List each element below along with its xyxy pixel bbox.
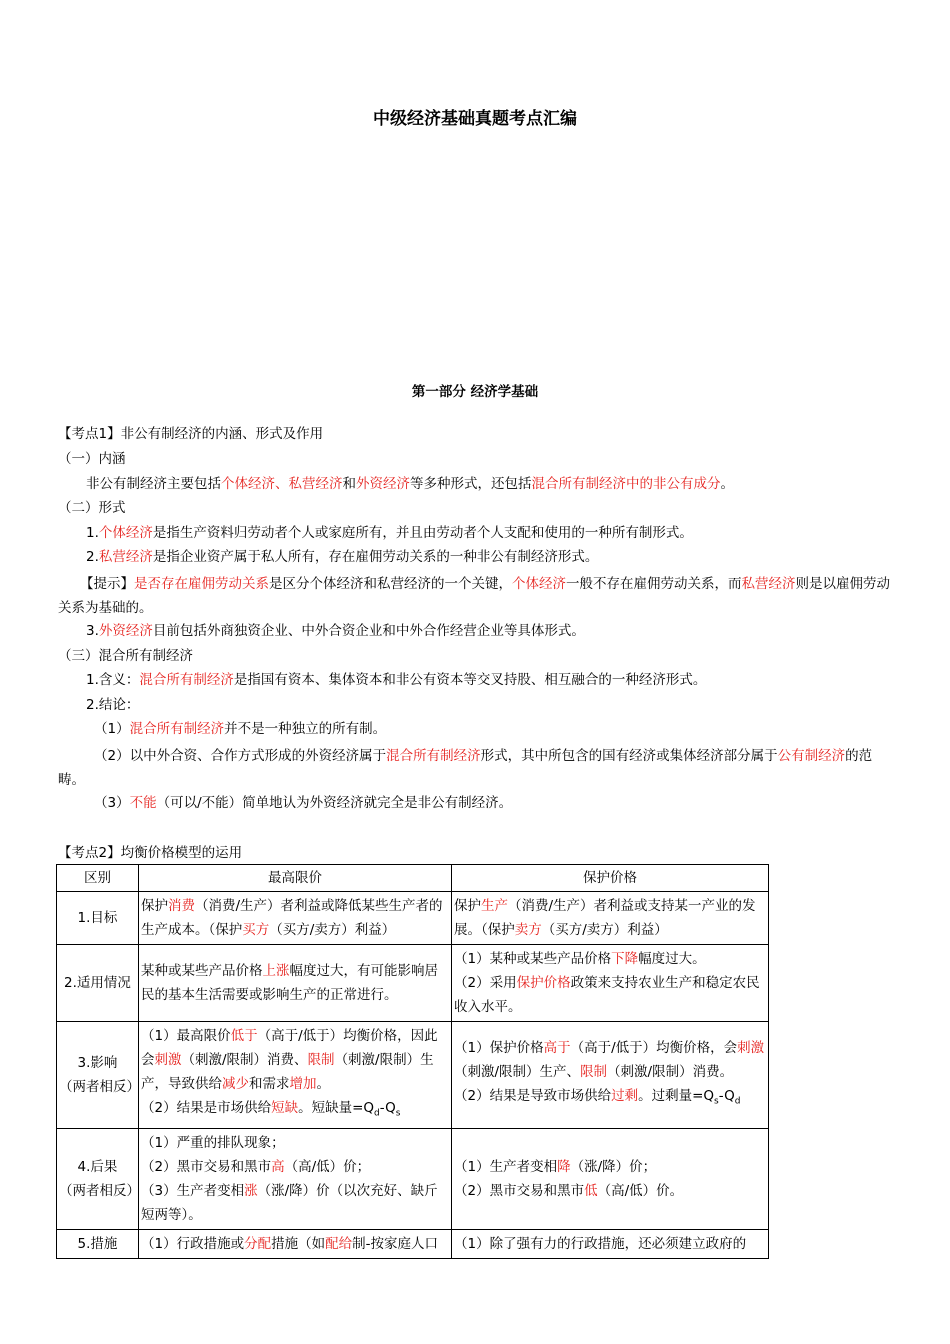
kp1-heading: 【考点1】非公有制经济的内涵、形式及作用 (58, 426, 324, 442)
max-price-cell: （1）严重的排队现象； （2）黑市交易和黑市高（高/低）价； （3）生产者变相涨（涨/降）价（以次充好、缺斤短两等）。 (139, 1128, 452, 1229)
kp2-heading: 【考点2】均衡价格模型的运用 (58, 845, 243, 861)
table-header-row (57, 865, 769, 892)
protect-price-cell: （1）保护价格高于（高于/低于）均衡价格，会刺激（刺激/限制）生产、限制（刺激/限制）消费。 （2）结果是导致市场供给过剩。过剩量$=Q_s-Q_d$ (452, 1022, 769, 1129)
table-row-goal (57, 892, 769, 945)
kp1-section-3: （三）混合所有制经济 (58, 648, 193, 664)
max-price-cell: （1）行政措施或分配措施（如配给制-按家庭人口 (139, 1229, 452, 1258)
header-cell: 区别 (57, 865, 139, 892)
table-row-apply (57, 945, 769, 1022)
kp1-conclusion-1: （1）混合所有制经济并不是一种独立的所有制。 (94, 721, 387, 737)
kp1-conclusion-2: （2）以中外合资、合作方式形成的外资经济属于混合所有制经济形式，其中所包含的国有经济或集体经济部分属于公有制经济的范畴。 (58, 748, 873, 788)
protect-price-cell: （1）某种或某些产品价格下降幅度过大。 （2）采用保护价格政策来支持农业生产和稳定农民收入水平。 (452, 945, 769, 1022)
table-row-result (57, 1128, 769, 1229)
document-title: 中级经济基础真题考点汇编 (373, 109, 577, 129)
header-cell: 最高限价 (139, 865, 452, 892)
max-price-cell: 某种或某些产品价格上涨幅度过大，有可能影响居民的基本生活需要或影响生产的正常进行。 (139, 945, 452, 1022)
kp1-form-2: 2.私营经济是指企业资产属于私人所有，存在雇佣劳动关系的一种非公有制经济形式。 (86, 549, 599, 565)
kp1-form-3: 3.外资经济目前包括外商独资企业、中外合资企业和中外合作经营企业等具体形式。 (86, 623, 585, 639)
table-row-measure (57, 1229, 769, 1258)
header-cell: 保护价格 (452, 865, 769, 892)
protect-price-cell: （1）除了强有力的行政措施，还必须建立政府的 (452, 1229, 769, 1258)
max-price-cell: 保护消费（消费/生产）者利益或降低某些生产者的生产成本。（保护买方（买方/卖方）利益） (139, 892, 452, 945)
row-label: 2.适用情况 (57, 945, 139, 1022)
kp1-section-1: （一）内涵 (58, 451, 126, 467)
part-title: 第一部分 经济学基础 (411, 384, 539, 400)
row-label: 5.措施 (57, 1229, 139, 1258)
row-label: 4.后果 （两者相反） (57, 1128, 139, 1229)
table-row-effect (57, 1022, 769, 1129)
protect-price-cell: （1）生产者变相降（涨/降）价； （2）黑市交易和黑市低（高/低）价。 (452, 1128, 769, 1229)
kp1-mixed-conclusion-label: 2.结论： (86, 697, 140, 713)
kp1-conclusion-3: （3）不能（可以/不能）简单地认为外资经济就完全是非公有制经济。 (94, 795, 513, 811)
row-label: 3.影响 （两者相反） (57, 1022, 139, 1129)
max-price-cell: （1）最高限价低于（高于/低于）均衡价格，因此会刺激（刺激/限制）消费、限制（刺激/限制）生产，导致供给减少和需求增加。 （2）结果是市场供给短缺。短缺量$=Q_d-Q_s$ (139, 1022, 452, 1129)
kp1-tip: 【提示】是否存在雇佣劳动关系是区分个体经济和私营经济的一个关键，个体经济一般不存在雇佣劳动关系，而私营经济则是以雇佣劳动关系为基础的。 (58, 576, 890, 616)
row-label: 1.目标 (57, 892, 139, 945)
kp1-section-2: （二）形式 (58, 500, 126, 516)
kp1-mixed-meaning: 1.含义：混合所有制经济是指国有资本、集体资本和非公有资本等交叉持股、相互融合的一种经济形式。 (86, 672, 707, 688)
protect-price-cell: 保护生产（消费/生产）者利益或支持某一产业的发展。（保护卖方（买方/卖方）利益） (452, 892, 769, 945)
kp1-form-1: 1.个体经济是指生产资料归劳动者个人或家庭所有，并且由劳动者个人支配和使用的一种所有制形式。 (86, 525, 693, 541)
price-model-table (56, 864, 769, 1259)
kp1-paragraph-1: 非公有制经济主要包括个体经济、私营经济和外资经济等多种形式，还包括混合所有制经济中的非公有成分。 (86, 476, 734, 492)
